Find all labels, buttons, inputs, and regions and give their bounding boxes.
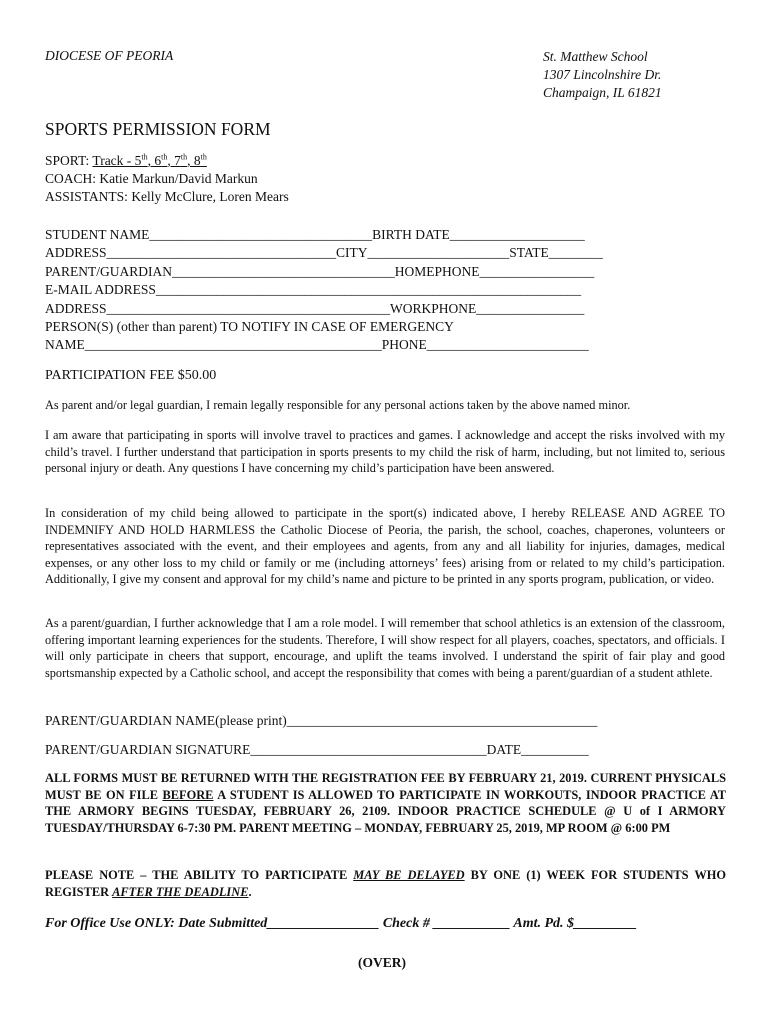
student-name-label: STUDENT NAME bbox=[45, 227, 150, 242]
state-label: STATE bbox=[509, 245, 549, 261]
paragraph-role-model: As a parent/guardian, I further acknowledge that I am a role model. I will remember that school athletics is an extension of the classroom, offering important learning experiences for the students. Therefore, I will show respect for all players, coaches, spectators, and officials. I will only participate in cheers that support, encourage, and uplift the teams involved. I understand the spirit of fair play and good sportsmanship expected by a Catholic school, and accept the responsibility that comes with being a parent/guardian of a student athlete. bbox=[45, 616, 725, 680]
school-address bbox=[543, 48, 662, 102]
guardian-signature-label: PARENT/GUARDIAN SIGNATURE bbox=[45, 742, 251, 757]
guardian-signature-row bbox=[45, 742, 589, 758]
form-title: SPORTS PERMISSION FORM bbox=[45, 119, 271, 139]
please-note-text-1: PLEASE NOTE – THE ABILITY TO PARTICIPATE bbox=[45, 868, 354, 882]
student-name-field[interactable]: _________________________________ bbox=[149, 227, 373, 242]
sport-sup-4: th bbox=[200, 152, 207, 162]
office-check-field[interactable]: ___________ bbox=[433, 916, 511, 931]
birth-date-label: BIRTH DATE bbox=[372, 227, 450, 242]
paragraph-release: In consideration of my child being allowed to participate in the sport(s) indicated above, I hereby RELEASE AND AGREE TO INDEMNIFY AND HOLD HARMLESS the Catholic Diocese of Peoria, the parish, the school, coaches, chaperones, volunteers or representatives associated with the event, and their employees and agents, from any and all liability for injuries, damages, medical expenses, or any other loss to my child or family or me (including attorneys’ fees) arising from or related to my child’s participation. Additionally, I give my consent and approval for my child’s name and picture to be printed in any sports program, publication, or video. bbox=[45, 506, 725, 587]
office-check-label: Check # bbox=[379, 916, 434, 931]
parent-row bbox=[45, 263, 685, 281]
workphone-label: WORKPHONE bbox=[390, 300, 477, 316]
email-row bbox=[45, 281, 685, 299]
homephone-field[interactable]: _________________ bbox=[479, 263, 595, 279]
work-address-label: ADDRESS bbox=[45, 300, 107, 316]
emergency-row bbox=[45, 336, 685, 354]
emergency-name-label: NAME bbox=[45, 337, 85, 353]
sport-sup-3: th bbox=[180, 152, 188, 162]
registration-notice bbox=[45, 770, 726, 836]
office-amount-field[interactable]: _________ bbox=[574, 916, 638, 931]
parent-guardian-field[interactable]: _________________________________ bbox=[172, 263, 395, 279]
address-row bbox=[45, 244, 685, 262]
please-note bbox=[45, 867, 726, 900]
sport-value-text-3: , 7 bbox=[167, 153, 181, 168]
city-label: CITY bbox=[336, 245, 368, 261]
paragraph-responsibility: As parent and/or legal guardian, I remain legally responsible for any personal actions taken by the above named minor. bbox=[45, 398, 631, 412]
diocese-label: DIOCESE OF PEORIA bbox=[45, 48, 174, 63]
address-label: ADDRESS bbox=[45, 245, 107, 261]
sport-info bbox=[45, 152, 289, 206]
office-date-label: For Office Use ONLY: Date Submitted bbox=[45, 916, 268, 931]
emergency-phone-field[interactable]: ________________________ bbox=[426, 337, 589, 353]
address-field[interactable]: __________________________________ bbox=[106, 245, 337, 261]
student-name-row bbox=[45, 226, 685, 244]
state-field[interactable]: ________ bbox=[548, 245, 603, 261]
office-use-row bbox=[45, 916, 637, 932]
notice-text-2: A STUDENT IS ALLOWED TO PARTICIPATE IN WORKOUTS, INDOOR PRACTICE AT THE ARMORY BEGINS TUESDAY, FEBRUARY 26, 2109. INDOOR PRACTICE SCHEDULE @ U of I ARMORY TUESDAY/THURSDAY 6-7:30 PM. PARENT MEETING – MONDAY, FEBRUARY 25, 2019, MP ROOM @ 6:00 PM bbox=[45, 787, 727, 835]
work-address-row bbox=[45, 300, 685, 318]
guardian-name-field[interactable]: ______________________________________________ bbox=[286, 713, 598, 728]
email-label: E-MAIL ADDRESS bbox=[45, 282, 156, 298]
workphone-field[interactable]: ________________ bbox=[476, 300, 585, 316]
coach-line: COACH: Katie Markun/David Markun bbox=[45, 171, 258, 186]
sport-sup-1: th bbox=[141, 152, 148, 162]
emergency-heading: PERSON(S) (other than parent) TO NOTIFY IN CASE OF EMERGENCY bbox=[45, 319, 454, 335]
sport-line bbox=[45, 152, 289, 170]
sport-label: SPORT: bbox=[45, 153, 93, 168]
assistants-line: ASSISTANTS: Kelly McClure, Loren Mears bbox=[45, 189, 289, 204]
notice-before: BEFORE bbox=[162, 787, 214, 802]
please-note-after: AFTER THE DEADLINE bbox=[112, 884, 249, 899]
sport-sup-2: th bbox=[161, 152, 168, 162]
emergency-phone-label: PHONE bbox=[381, 337, 427, 353]
student-fields bbox=[45, 226, 685, 355]
date-label: DATE bbox=[486, 742, 522, 757]
birth-date-field[interactable]: ____________________ bbox=[449, 227, 585, 242]
over-label: (OVER) bbox=[358, 955, 406, 970]
sport-value-text-1: Track - 5 bbox=[92, 153, 142, 168]
guardian-signature-field[interactable]: ___________________________________ bbox=[250, 742, 487, 757]
sport-value-text-2: , 6 bbox=[147, 153, 162, 168]
email-field[interactable]: _______________________________________________________________ bbox=[155, 282, 582, 298]
participation-fee: PARTICIPATION FEE $50.00 bbox=[45, 368, 217, 383]
notice-text-1: ALL FORMS MUST BE RETURNED WITH THE REGISTRATION FEE BY FEBRUARY 21, 2019. CURRENT PHYSICALS MUST BE ON FILE bbox=[45, 771, 726, 802]
please-note-text-3: . bbox=[248, 884, 252, 899]
office-date-field[interactable]: ________________ bbox=[267, 916, 380, 931]
school-name: St. Matthew School bbox=[543, 49, 648, 64]
parent-guardian-label: PARENT/GUARDIAN bbox=[45, 263, 173, 279]
school-street: 1307 Lincolnshire Dr. bbox=[543, 67, 662, 82]
sport-value-text-4: , 8 bbox=[187, 153, 201, 168]
emergency-name-field[interactable]: ____________________________________________ bbox=[84, 337, 382, 353]
homephone-label: HOMEPHONE bbox=[394, 263, 480, 279]
please-note-text-2: BY ONE (1) WEEK FOR STUDENTS WHO REGISTER bbox=[45, 868, 726, 899]
date-field[interactable]: __________ bbox=[521, 742, 589, 757]
please-note-delayed: MAY BE DELAYED bbox=[353, 868, 465, 882]
paragraph-risks: I am aware that participating in sports will involve travel to practices and games. I acknowledge and accept the risks involved with my child’s travel. I further understand that participation in sports presents to my child the risk of harm, including, but not limited to, serious personal injury or death. Any questions I have concerning my child’s participation have been answered. bbox=[45, 428, 725, 476]
school-city: Champaign, IL 61821 bbox=[543, 85, 662, 100]
city-field[interactable]: _____________________ bbox=[367, 245, 510, 261]
guardian-name-row bbox=[45, 713, 597, 729]
work-address-field[interactable]: __________________________________________ bbox=[106, 300, 391, 316]
sport-value bbox=[92, 153, 206, 168]
guardian-name-label: PARENT/GUARDIAN NAME(please print) bbox=[45, 713, 287, 728]
office-amount-label: Amt. Pd. $ bbox=[510, 916, 575, 931]
